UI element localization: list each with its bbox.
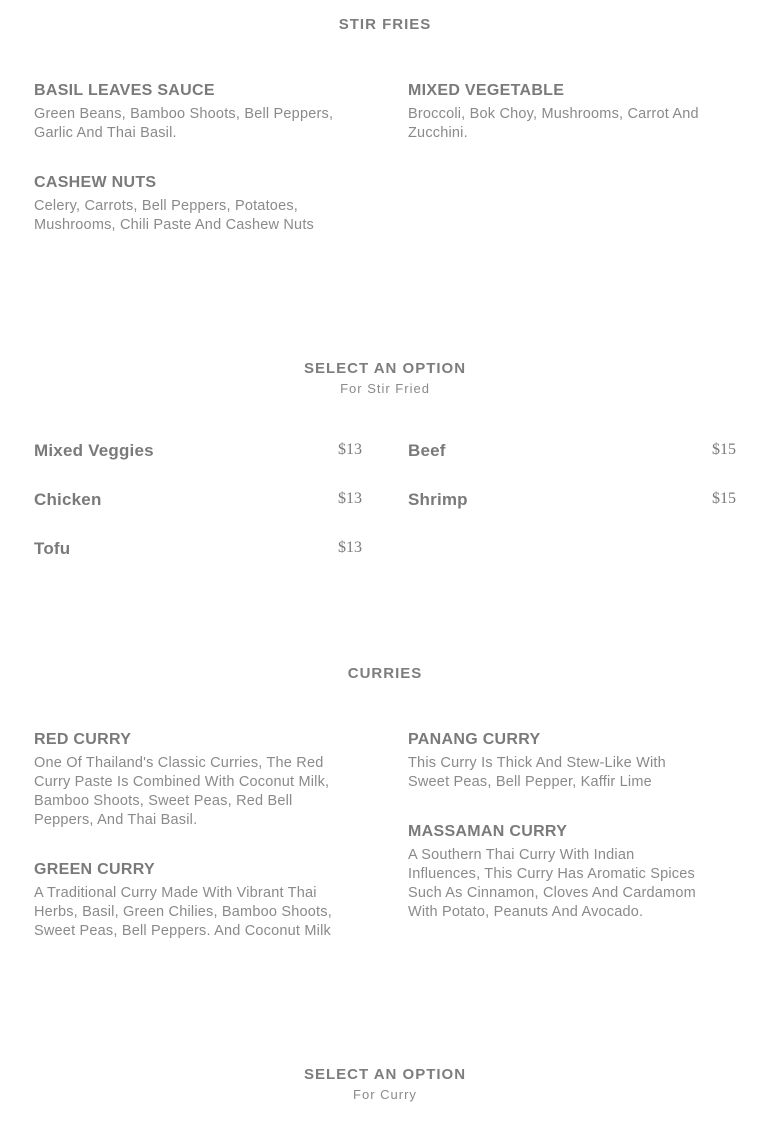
menu-item-massaman-curry <box>408 822 708 922</box>
item-description: One Of Thailand's Classic Curries, The Red Curry Paste Is Combined With Coconut Milk, Bamboo Shoots, Sweet Peas, Red Bell Peppers, And Thai Basil. <box>34 755 330 828</box>
option-name: Shrimp <box>408 490 468 509</box>
option-name: Beef <box>408 441 446 460</box>
item-name: GREEN CURRY <box>34 861 155 878</box>
curry-options-title: SELECT AN OPTION <box>303 1066 467 1083</box>
item-description: Celery, Carrots, Bell Peppers, Potatoes, Mushrooms, Chili Paste And Cashew Nuts <box>34 198 314 233</box>
menu-item-green-curry <box>34 860 334 941</box>
option-price: $15 <box>712 441 736 458</box>
menu-item-red-curry <box>34 730 334 830</box>
option-mixed-veggies <box>34 441 362 463</box>
option-name: Chicken <box>34 490 102 509</box>
option-tofu <box>34 539 362 561</box>
item-description: A Traditional Curry Made With Vibrant Thai Herbs, Basil, Green Chilies, Bamboo Shoots, Sweet Peas, Bell Peppers. And Coconut Milk <box>34 885 332 939</box>
stir-fried-options-subtitle: For Stir Fried <box>340 381 430 396</box>
option-name: Tofu <box>34 539 71 558</box>
menu-item-panang-curry <box>408 730 708 792</box>
option-chicken <box>34 490 362 512</box>
curries-title: CURRIES <box>347 665 423 682</box>
option-beef <box>408 441 736 463</box>
option-shrimp <box>408 490 736 512</box>
item-name: BASIL LEAVES SAUCE <box>34 82 215 99</box>
stir-fries-title: STIR FRIES <box>338 16 432 33</box>
item-name: MASSAMAN CURRY <box>408 823 568 840</box>
option-price: $13 <box>338 441 362 458</box>
item-description: Broccoli, Bok Choy, Mushrooms, Carrot And Zucchini. <box>408 106 699 141</box>
option-price: $15 <box>712 490 736 507</box>
item-name: RED CURRY <box>34 731 132 748</box>
item-name: PANANG CURRY <box>408 731 541 748</box>
item-name: MIXED VEGETABLE <box>408 82 565 99</box>
item-name: CASHEW NUTS <box>34 174 157 191</box>
item-description: A Southern Thai Curry With Indian Influences, This Curry Has Aromatic Spices Such As Cinnamon, Cloves And Cardamom With Potato, Peanuts And Avocado. <box>408 847 696 920</box>
option-price: $13 <box>338 490 362 507</box>
menu-item-mixed-vegetable <box>408 81 708 143</box>
menu-item-basil-leaves-sauce <box>34 81 334 143</box>
item-description: Green Beans, Bamboo Shoots, Bell Peppers, Garlic And Thai Basil. <box>34 106 334 141</box>
option-price: $13 <box>338 539 362 556</box>
curry-options-subtitle: For Curry <box>353 1087 417 1102</box>
option-name: Mixed Veggies <box>34 441 154 460</box>
item-description: This Curry Is Thick And Stew-Like With Sweet Peas, Bell Pepper, Kaffir Lime <box>408 755 666 790</box>
stir-fried-options-title: SELECT AN OPTION <box>303 360 467 377</box>
menu-item-cashew-nuts <box>34 173 334 235</box>
